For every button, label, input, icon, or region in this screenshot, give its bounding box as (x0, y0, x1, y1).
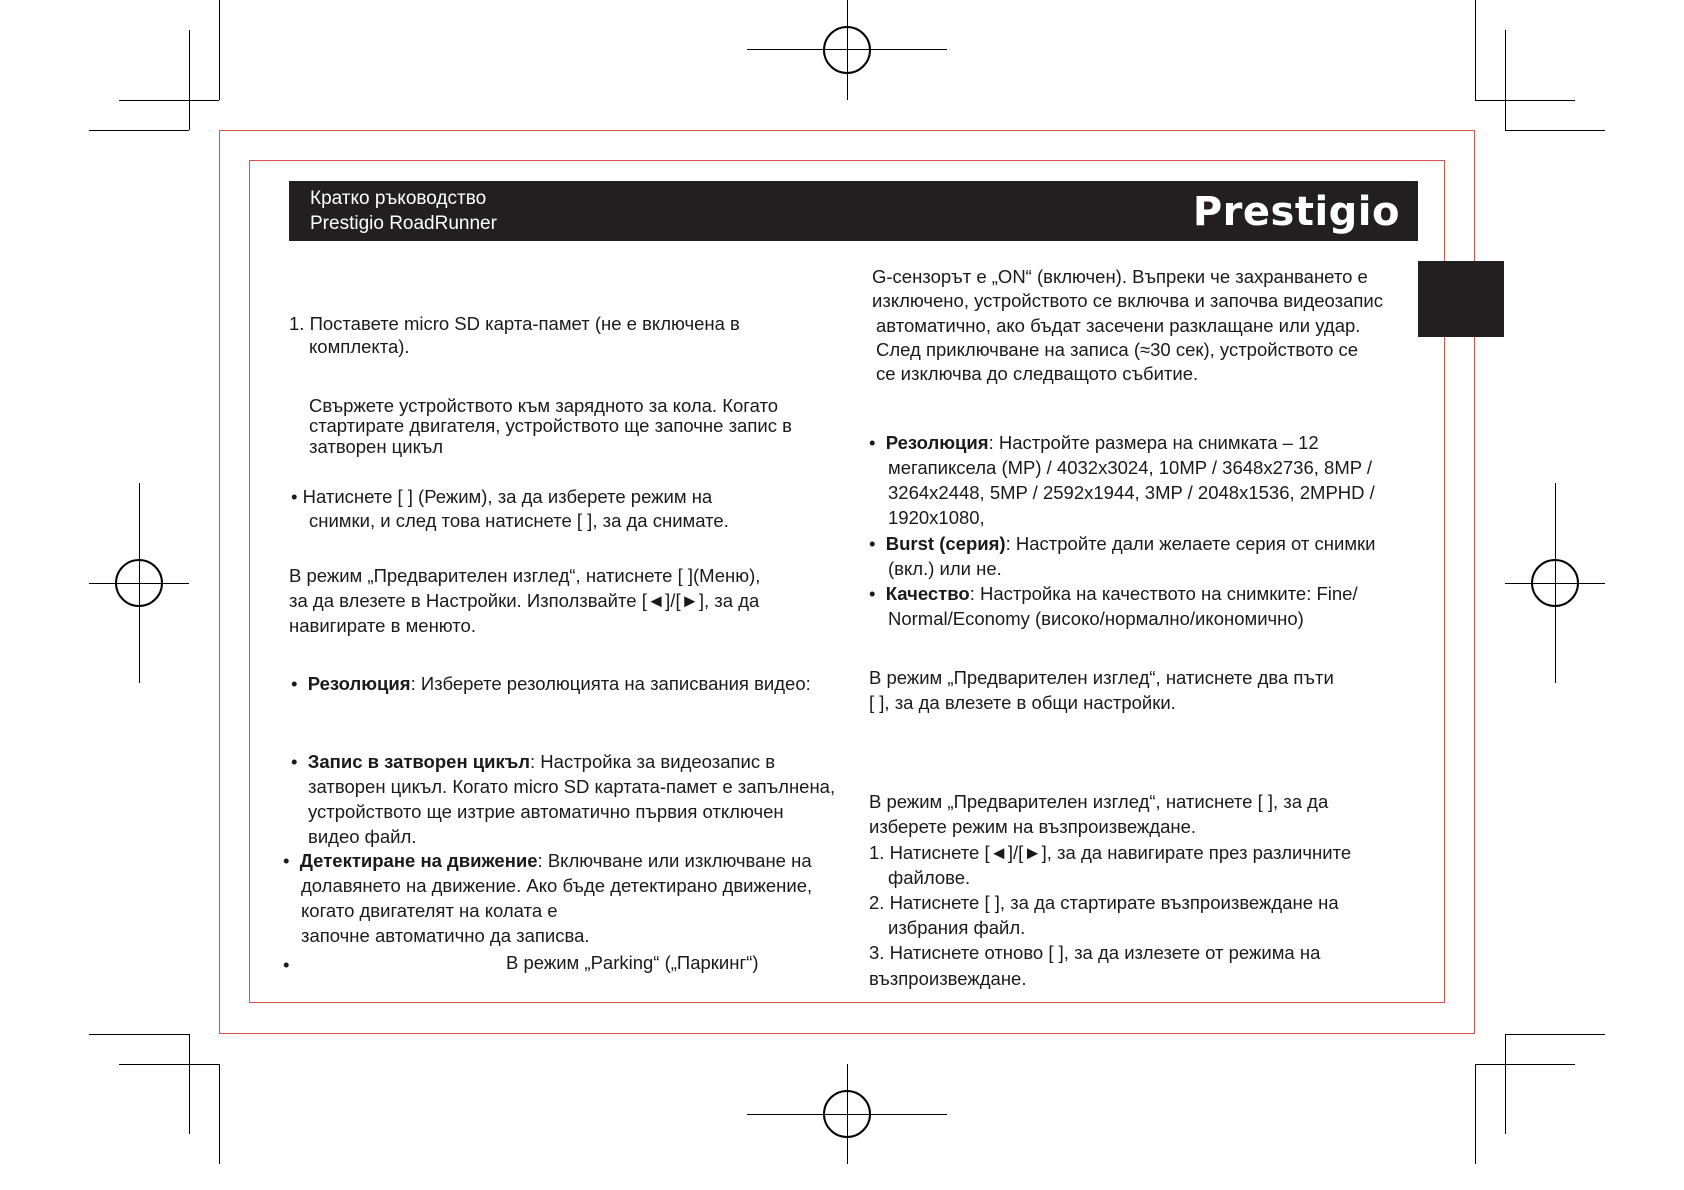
photo-res-line4: 1920x1080, (888, 507, 985, 528)
menu-line2: за да влезете в Настройки. Използвайте [◄]/[►], за да (289, 590, 760, 611)
loop-record-label: Запис в затворен цикъл (307, 751, 531, 772)
step1-line2: комплекта). (309, 336, 410, 357)
motion-label: Детектиране на движение (299, 850, 538, 871)
playback-step2b: избрания файл. (888, 917, 1026, 938)
video-resolution-item: • Резолюция: Изберете резолюцията на записвания видео: (291, 673, 811, 694)
burst-item: • Burst (серия): Настройте дали желаете серия от снимки (869, 533, 1376, 554)
quality-line2: Normal/Economy (високо/нормално/икономично) (888, 608, 1304, 629)
playback-step3: 3. Натиснете отново [ ], за да излезете от режима на (869, 942, 1321, 963)
general-line2: [ ], за да влезете в общи настройки. (869, 692, 1176, 713)
photo-resolution-label: Резолюция (885, 432, 989, 453)
step1-line1: 1. Поставете micro SD карта-памет (не е включена в (289, 313, 740, 334)
burst-line2: (вкл.) или не. (888, 558, 1002, 579)
registration-circle-right (1531, 559, 1579, 607)
playback-step1b: файлове. (888, 867, 971, 888)
photo-line2: снимки, и след това натиснете [ ], за да снимате. (309, 510, 729, 531)
parking-bullet: • (283, 954, 290, 975)
quality-item: • Качество: Настройка на качеството на снимките: Fine/ (869, 583, 1358, 604)
registration-circle-left (115, 559, 163, 607)
photo-line1: • Натиснете [ ] (Режим), за да изберете режим на (291, 486, 713, 507)
connect-line3: затворен цикъл (309, 436, 444, 457)
registration-circle-top (823, 26, 871, 74)
burst-label: Burst (серия) (885, 533, 1006, 554)
gsensor-line2: изключено, устройството се включва и започва видеозапис (872, 290, 1383, 311)
header-subtitle: Prestigio RoadRunner (310, 213, 497, 234)
registration-circle-bottom (823, 1090, 871, 1138)
parking-line: В режим „Parking“ („Паркинг“) (506, 952, 759, 973)
photo-resolution-item: • Резолюция: Настройте размера на снимката – 12 (869, 432, 1319, 453)
header-bar (289, 181, 1418, 241)
photo-res-line3: 3264x2448, 5MP / 2592x1944, 3MP / 2048x1536, 2MPHD / (888, 482, 1375, 503)
playback-step1: 1. Натиснете [◄]/[►], за да навигирате през различните (869, 842, 1352, 863)
prestigio-logo: Prestigio (1192, 189, 1400, 235)
loop-record-item: • Запис в затворен цикъл: Настройка за видеозапис в (291, 751, 776, 772)
connect-line1: Свържете устройството към зарядното за кола. Когато (309, 395, 779, 416)
playback-step3b: възпроизвеждане. (869, 968, 1027, 989)
playback-line2: изберете режим на възпроизвеждане. (869, 816, 1197, 837)
gsensor-line3: автоматично, ако бъдат засечени разклащане или удар. (876, 315, 1361, 336)
side-tab (1418, 261, 1504, 337)
gsensor-line5: се изключва до следващото събитие. (876, 363, 1199, 384)
loop-line3: устройството ще изтрие автоматично първия отключен (308, 801, 784, 822)
gsensor-line1: G-сензорът е „ON“ (включен). Въпреки че захранването е (872, 266, 1368, 287)
general-line1: В режим „Предварителен изглед“, натиснете два пъти (869, 667, 1334, 688)
gsensor-line4: След приключване на записа (≈30 сек), устройството се (876, 339, 1359, 360)
motion-item: • Детектиране на движение: Включване или изключване на (283, 850, 812, 871)
photo-res-line2: мегапиксела (MP) / 4032x3024, 10MP / 3648x2736, 8MP / (888, 457, 1373, 478)
header-title: Кратко ръководство (310, 188, 487, 209)
quality-label: Качество (885, 583, 970, 604)
loop-line2: затворен цикъл. Когато micro SD картата-памет е запълнена, (308, 776, 836, 797)
menu-line1: В режим „Предварителен изглед“, натиснете [ ](Меню), (289, 565, 761, 586)
motion-line3: когато двигателят на колата е (301, 900, 558, 921)
connect-line2: стартирате двигателя, устройството ще започне запис в (309, 415, 792, 436)
loop-line4: видео файл. (308, 826, 417, 847)
video-resolution-label: Резолюция (307, 673, 411, 694)
motion-line4: започне автоматично да записва. (301, 925, 590, 946)
playback-step2: 2. Натиснете [ ], за да стартирате възпроизвеждане на (869, 892, 1339, 913)
motion-line2: долавянето на движение. Ако бъде детектирано движение, (301, 875, 813, 896)
playback-line1: В режим „Предварителен изглед“, натиснете [ ], за да (869, 791, 1329, 812)
menu-line3: навигирате в менюто. (289, 615, 476, 636)
